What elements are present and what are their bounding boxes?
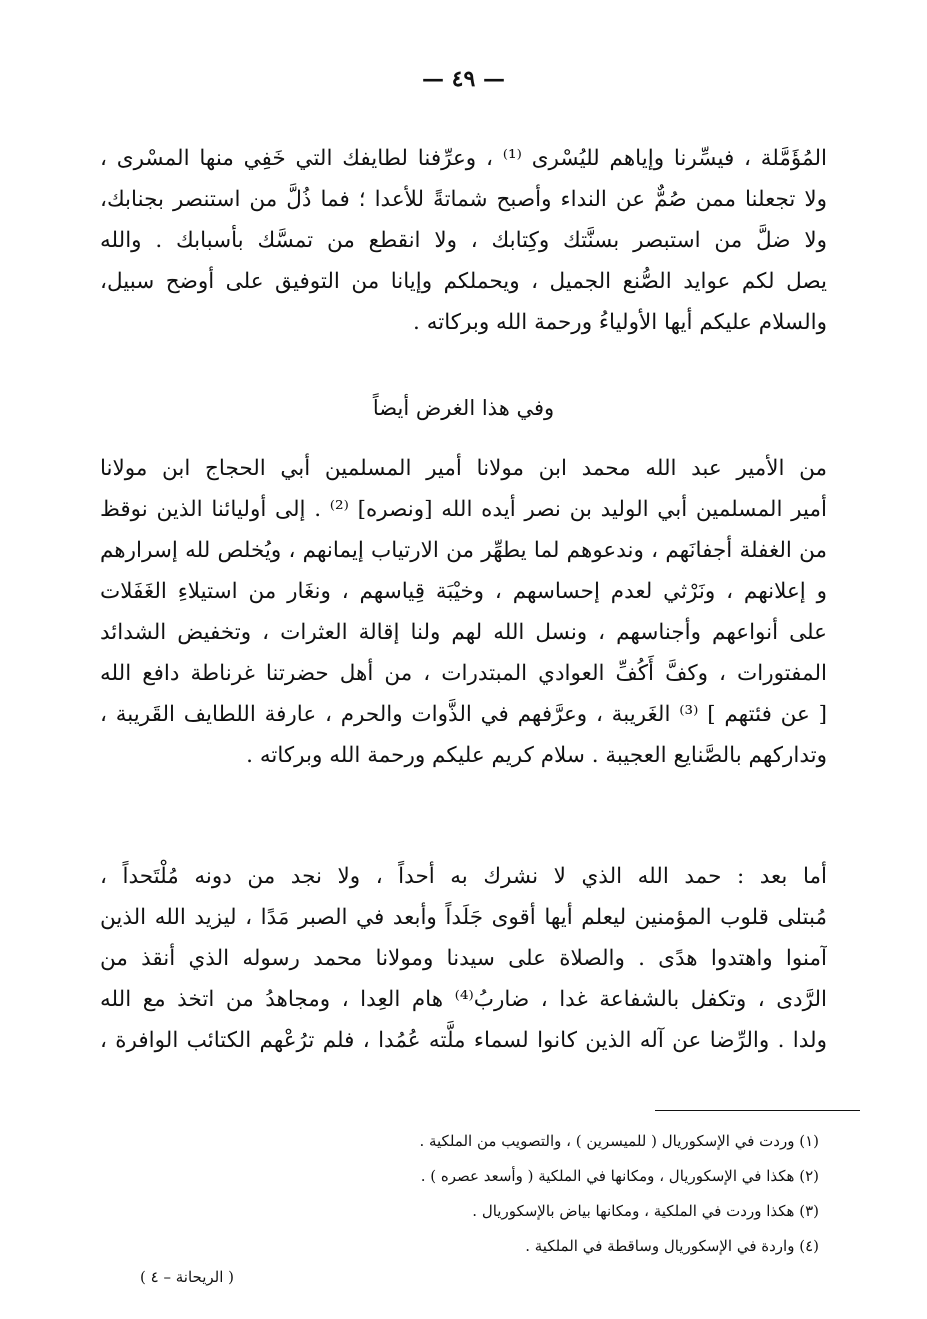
text-line: [ عن فئتهم ] ⁽³⁾ الغَريبة ، وعرَّفهم في الذَّوات والحرم ، عارفة اللطايف القَريبة ، <box>100 702 827 727</box>
paragraph-opening <box>100 138 827 343</box>
text-line: ولا تجعلنا ممن صُمٌّ عن النداء وأصبح شماتةً للأعدا ؛ فما ذُلَّ من استنصر بجنابك، <box>100 187 827 212</box>
footnote-divider <box>655 1110 860 1111</box>
paragraph-amma-baad <box>100 856 827 1061</box>
footnotes <box>259 1124 819 1264</box>
text-line: آمنوا واهتدوا هدًى . والصلاة على سيدنا ومولانا محمد رسوله الذي أنقذ من <box>100 946 827 971</box>
text-line: أمير المسلمين أبي الوليد بن نصر أيده الله [ونصره] ⁽²⁾ . إلى أوليائنا الذين نوقظ <box>100 497 827 522</box>
footnote: (٢) هكذا في الإسكوريال ، ومكانها في الملكية ( وأسعد عصره ) . <box>420 1167 819 1185</box>
text-line: من الغفلة أجفانَهم ، وندعوهم لما يطهِّر من الارتياب إيمانهم ، ويُخلص لله إسرارهم <box>100 538 827 563</box>
printer-signature: ( الريحانة – ٤ ) <box>140 1268 235 1286</box>
text-line: على أنواعهم وأجناسهم ، ونسل الله لهم ولنا إقالة العثرات ، وتخفيض الشدائد <box>100 620 827 645</box>
footnote: (٤) واردة في الإسكوريال وساقطة في الملكية . <box>525 1237 819 1255</box>
text-line: و إعلانهم ، ونَرْثي لعدم إحساسهم ، وخيْبَة قِياسهم ، ونغَار من استيلاءِ الغَفَلات <box>100 579 827 604</box>
text-line: والسلام عليكم أيها الأولياءُ ورحمة الله وبركاته . <box>413 310 827 335</box>
footnote: (٣) هكذا وردت في الملكية ، ومكانها بياض بالإسكوريال . <box>472 1202 819 1220</box>
text-line: يصل لكم عوايد الصُّنع الجميل ، ويحملكم وإيانا من التوفيق على أوضح سبيل، <box>100 269 827 294</box>
page-number: — ٤٩ — <box>422 66 505 92</box>
text-line: أما بعد : حمد الله الذي لا نشرك به أحداً ، ولا نجد من دونه مُلْتَحداً ، <box>100 864 827 889</box>
text-line: المُؤَمَّلة ، فيسِّرنا وإياهم لليُسْرى ⁽¹⁾ ، وعرِّفنا لطايفك التي خَفِي منها المسْرى ، <box>100 146 827 171</box>
footnote: (١) وردت في الإسكوريال ( للميسرين ) ، والتصويب من الملكية . <box>419 1132 819 1150</box>
text-line: المفتورات ، وكفَّ أَكُفِّ العوادي المبتدرات ، من أهل حضرتنا غرناطة دافع الله <box>100 661 827 686</box>
section-heading: وفي هذا الغرض أيضاً <box>372 396 555 420</box>
text-line: ولا ضلَّ من استبصر بسنَّتك وكِتابك ، ولا انقطع من تمسَّك بأسبابك . والله <box>100 228 827 253</box>
text-line: الرَّدى ، وتكفل بالشفاعة غدا ، ضاربُ⁽⁴⁾ هام العِدا ، ومجاهدُ من اتخذ مع الله <box>100 987 827 1012</box>
text-line: من الأمير عبد الله محمد ابن مولانا أمير المسلمين أبي الحجاج ابن مولانا <box>100 456 827 481</box>
text-line: وتداركهم بالصَّنايع العجيبة . سلام كريم عليكم ورحمة الله وبركاته . <box>246 743 827 768</box>
paragraph-letter <box>100 448 827 776</box>
text-line: مُبتلى قلوب المؤمنين ليعلم أيها أقوى جَلَداً وأبعد في الصبر مَدًا ، ليزيد الله الذين <box>100 905 827 930</box>
text-line: ولدا . والرِّضا عن آله الذين كانوا لسماء ملَّته عُمُدا ، فلم ترُعْهم الكتائب الوافرة ، <box>100 1028 827 1053</box>
